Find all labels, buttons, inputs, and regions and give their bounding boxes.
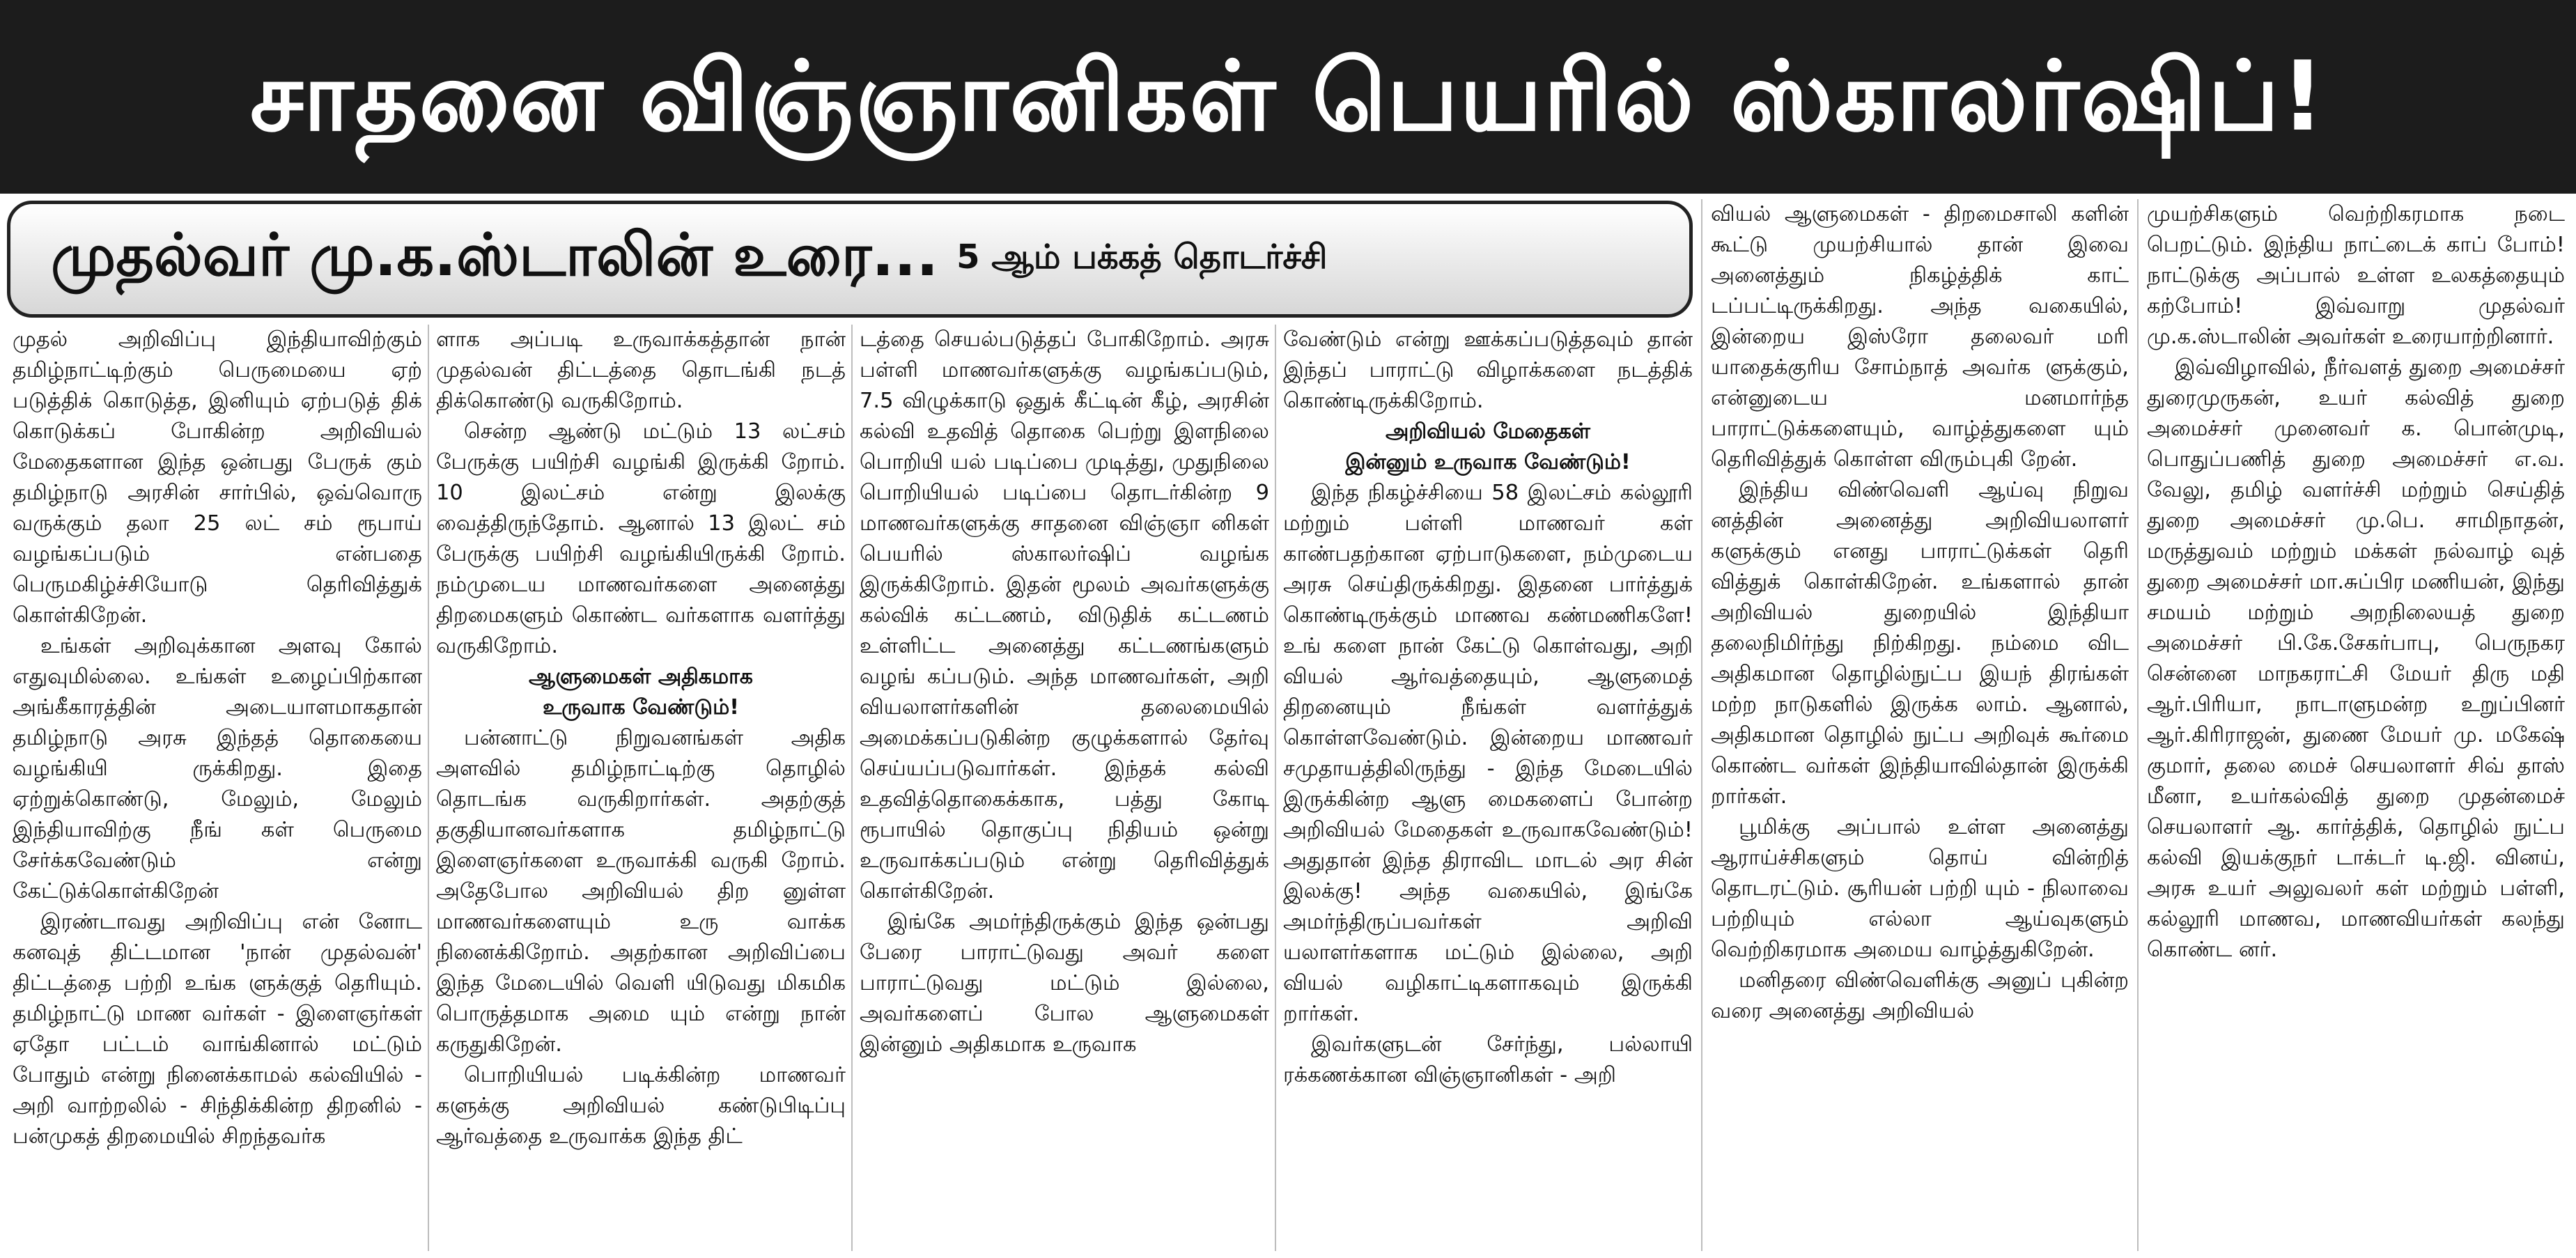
continuation-note: 5 ஆம் பக்கத் தொடர்ச்சி: [956, 238, 1328, 277]
article-column-1: [13, 325, 422, 1255]
article-paragraph: டத்தை செயல்படுத்தப் போகிறோம். அரசு பள்ளி மாணவர்களுக்கு வழங்கப்படும், 7.5 விழுக்காடு ஒதுக் கீட்டின் கீழ், அரசின் கல்வி உதவித் தொகை பெற்று இளநிலை பொறியி யல் படிப்பை முடித்து, முதுநிலை பொறியியல் படிப்பை தொடர்கின்ற 9 மாணவர்களுக்கு சாதனை விஞ்ஞா னிகள் பெயரில் ஸ்காலர்ஷிப் வழங்க இருக்கிறோம். இதன் மூலம் அவர்களுக்கு கல்விக் கட்டணம், விடுதிக் கட்டணம் உள்ளிட்ட அனைத்து கட்டணங்களும் வழங் கப்படும். அந்த மாணவர்கள், அறி வியலாளர்களின் தலைமையில் அமைக்கப்படுகின்ற குழுக்களால் தேர்வு செய்யப்படுவார்கள். இந்தக் கல்வி உதவித்தொகைக்காக, பத்து கோடி ரூபாயில் தொகுப்பு நிதியம் ஒன்று உருவாக்கப்படும் என்று தெரிவித்துக் கொள்கிறேன்.: [860, 327, 1269, 903]
article-column-2: [436, 325, 846, 1255]
article-paragraph: பன்னாட்டு நிறுவனங்கள் அதிக அளவில் தமிழ்நாட்டிற்கு தொழில் தொடங்க வருகிறார்கள். அதற்குத் தகுதியானவர்களாக தமிழ்நாட்டு இளைஞர்களை உருவாக்கி வருகி றோம். அதேபோல அறிவியல் திற னுள்ள மாணவர்களையும் உரு வாக்க நினைக்கிறோம். அதற்கான அறிவிப்பை இந்த மேடையில் வெளி யிடுவது மிகமிக பொருத்தமாக அமை யும் என்று நான் கருதுகிறேன்.: [436, 726, 846, 1057]
column-divider: [1275, 325, 1276, 1251]
article-paragraph: பொறியியல் படிக்கின்ற மாணவர் களுக்கு அறிவியல் கண்டுபிடிப்பு ஆர்வத்தை உருவாக்க இந்த திட்: [436, 1063, 846, 1149]
article-paragraph: மனிதரை விண்வெளிக்கு அனுப் புகின்ற வரை அனைத்து அறிவியல்: [1711, 968, 2129, 1023]
article-paragraph: இவர்களுடன் சேர்ந்து, பல்லாயி ரக்கணக்கான விஞ்ஞானிகள் - அறி: [1283, 1032, 1693, 1087]
article-paragraph: முதல் அறிவிப்பு இந்தியாவிற்கும் தமிழ்நாட்டிற்கும் பெருமையை ஏற் படுத்திக் கொடுத்த, இனியும் ஏற்படுத் திக் கொடுக்கப் போகின்ற அறிவியல் மேதைகளான இந்த ஒன்பது பேருக் கும் தமிழ்நாடு அரசின் சார்பில், ஒவ்வொரு வருக்கும் தலா 25 லட் சம் ரூபாய் வழங்கப்படும் என்பதை பெருமகிழ்ச்சியோடு தெரிவித்துக் கொள்கிறேன்.: [13, 327, 422, 628]
column-divider: [428, 325, 429, 1251]
column-divider: [2137, 199, 2139, 1251]
article-paragraph: பூமிக்கு அப்பால் உள்ள அனைத்து ஆராய்ச்சிகளும் தொய் வின்றித் தொடரட்டும். சூரியன் பற்றி யும் - நிலாவை பற்றியும் எல்லா ஆய்வுகளும் வெற்றிகரமாக அமைய வாழ்த்துகிறேன்.: [1711, 815, 2129, 962]
section-subheading: ஆளுமைகள் அதிகமாக: [529, 665, 753, 689]
headline-banner: [0, 0, 2576, 194]
article-paragraph: வியல் ஆளுமைகள் - திறமைசாலி களின் கூட்டு முயற்சியால் தான் இவை அனைத்தும் நிகழ்த்திக் காட் டப்பட்டிருக்கிறது. அந்த வகையில், இன்றைய இஸ்ரோ தலைவர் மரி யாதைக்குரிய சோம்நாத் அவர்க ளுக்கும், என்னுடைய மனமார்ந்த பாராட்டுக்களையும், வாழ்த்துகளை யும் தெரிவித்துக் கொள்ள விரும்புகி றேன்.: [1711, 202, 2129, 472]
article-column-4: [1283, 325, 1693, 1255]
article-paragraph: ளாக அப்படி உருவாக்கத்தான் நான் முதல்வன் திட்டத்தை தொடங்கி நடத் திக்கொண்டு வருகிறோம்.: [436, 327, 846, 413]
article-paragraph: வேண்டும் என்று ஊக்கப்படுத்தவும் தான் இந்தப் பாராட்டு விழாக்களை நடத்திக் கொண்டிருக்கிறோம்.: [1283, 327, 1693, 413]
headline: சாதனை விஞ்ஞானிகள் பெயரில் ஸ்காலர்ஷிப்!: [249, 40, 2327, 153]
subhead-title: முதல்வர் மு.க.ஸ்டாலின் உரை...: [51, 221, 939, 289]
article-column-6: [2147, 199, 2565, 1255]
section-subheading: இன்னும் உருவாக வேண்டும்!: [1345, 450, 1631, 474]
section-subheading: உருவாக வேண்டும்!: [543, 695, 739, 720]
article-paragraph: முயற்சிகளும் வெற்றிகரமாக நடை பெறட்டும். இந்திய நாட்டைக் காப் போம்! நாட்டுக்கு அப்பால் உள்ள உலகத்தையும் கற்போம்! இவ்வாறு முதல்வர் மு.க.ஸ்டாலின் அவர்கள் உரையாற்றினார்.: [2147, 202, 2565, 349]
article-paragraph: இவ்விழாவில், நீர்வளத் துறை அமைச்சர் துரைமுருகன், உயர் கல்வித் துறை அமைச்சர் முனைவர் க. பொன்முடி, பொதுப்பணித் துறை அமைச்சர் எ.வ. வேலு, தமிழ் வளர்ச்சி மற்றும் செய்தித் துறை அமைச்சர் மு.பெ. சாமிநாதன், மருத்துவம் மற்றும் மக்கள் நல்வாழ் வுத் துறை அமைச்சர் மா.சுப்பிர மணியன், இந்து சமயம் மற்றும் அறநிலையத் துறை அமைச்சர் பி.கே.சேகர்பாபு, பெருநகர சென்னை மாநகராட்சி மேயர் திரு மதி ஆர்.பிரியா, நாடாளுமன்ற உறுப்பினர் ஆர்.கிரிராஜன், துணை மேயர் மு. மகேஷ் குமார், தலை மைச் செயலாளர் சிவ் தாஸ் மீனா, உயர்கல்வித் துறை முதன்மைச் செயலாளர் ஆ. கார்த்திக், தொழில் நுட்ப கல்வி இயக்குநர் டாக்டர் டி.ஜி. வினய், அரசு உயர் அலுவலர் கள் மற்றும் பள்ளி, கல்லூரி மாணவ, மாணவியர்கள் கலந்து கொண்ட னர்.: [2147, 355, 2565, 962]
article-paragraph: இந்திய விண்வெளி ஆய்வு நிறுவ னத்தின் அனைத்து அறிவியலாளர் களுக்கும் எனது பாராட்டுக்கள் தெரி வித்துக் கொள்கிறேன். உங்களால் தான் அறிவியல் துறையில் இந்தியா தலைநிமிர்ந்து நிற்கிறது. நம்மை விட அதிகமான தொழில்நுட்ப இயந் திரங்கள் மற்ற நாடுகளில் இருக்க லாம். ஆனால், அதிகமான தொழில் நுட்ப அறிவுக் கூர்மை கொண்ட வர்கள் இந்தியாவில்தான் இருக்கி றார்கள்.: [1711, 478, 2129, 809]
subhead-box: [7, 201, 1693, 318]
article-column-3: [860, 325, 1269, 1255]
article-paragraph: உங்கள் அறிவுக்கான அளவு கோல் எதுவுமில்லை. உங்கள் உழைப்பிற்கான அங்கீகாரத்தின் அடையாளமாகதான் தமிழ்நாடு அரசு இந்தத் தொகையை வழங்கியி ருக்கிறது. இதை ஏற்றுக்கொண்டு, மேலும், மேலும் இந்தியாவிற்கு நீங் கள் பெருமை சேர்க்கவேண்டும் என்று கேட்டுக்கொள்கிறேன்: [13, 634, 422, 903]
article-paragraph: இங்கே அமர்ந்திருக்கும் இந்த ஒன்பது பேரை பாராட்டுவது அவர் களை பாராட்டுவது மட்டும் இல்லை, அவர்களைப் போல ஆளுமைகள் இன்னும் அதிகமாக உருவாக: [860, 910, 1269, 1057]
column-divider: [851, 325, 853, 1251]
article-paragraph: இந்த நிகழ்ச்சியை 58 இலட்சம் கல்லூரி மற்றும் பள்ளி மாணவர் கள் காண்பதற்கான ஏற்பாடுகளை, நம்முடைய அரசு செய்திருக்கிறது. இதனை பார்த்துக் கொண்டிருக்கும் மாணவ கண்மணிகளே! உங் களை நான் கேட்டு கொள்வது, அறி வியல் ஆர்வத்தையும், ஆளுமைத் திறனையும் நீங்கள் வளர்த்துக் கொள்ளவேண்டும். இன்றைய மாணவர் சமுதாயத்திலிருந்து - இந்த மேடையில் இருக்கின்ற ஆளு மைகளைப் போன்ற அறிவியல் மேதைகள் உருவாகவேண்டும்! அதுதான் இந்த திராவிட மாடல் அர சின் இலக்கு! அந்த வகையில், இங்கே அமர்ந்திருப்பவர்கள் அறிவி யலாளர்களாக மட்டும் இல்லை, அறி வியல் வழிகாட்டிகளாகவும் இருக்கி றார்கள்.: [1283, 481, 1693, 1026]
article-paragraph: சென்ற ஆண்டு மட்டும் 13 லட்சம் பேருக்கு பயிற்சி வழங்கி இருக்கி றோம். 10 இலட்சம் என்று இலக்கு வைத்திருந்தோம். ஆனால் 13 இலட் சம் பேருக்கு பயிற்சி வழங்கியிருக்கி றோம். நம்முடைய மாணவர்களை அனைத்து திறமைகளும் கொண்ட வர்களாக வளர்த்து வருகிறோம்.: [436, 419, 846, 658]
section-subheading: அறிவியல் மேதைகள்: [1386, 419, 1590, 444]
article-paragraph: இரண்டாவது அறிவிப்பு என் னோட கனவுத் திட்டமான 'நான் முதல்வன்' திட்டத்தை பற்றி உங்க ளுக்குத் தெரியும். தமிழ்நாட்டு மாண வர்கள் - இளைஞர்கள் ஏதோ பட்டம் வாங்கினால் மட்டும் போதும் என்று நினைக்காமல் கல்வியில் - அறி வாற்றலில் - சிந்திக்கின்ற திறனில் - பன்முகத் திறமையில் சிறந்தவர்க: [13, 910, 422, 1149]
column-divider: [1701, 199, 1702, 1251]
article-column-5: [1711, 199, 2129, 1255]
